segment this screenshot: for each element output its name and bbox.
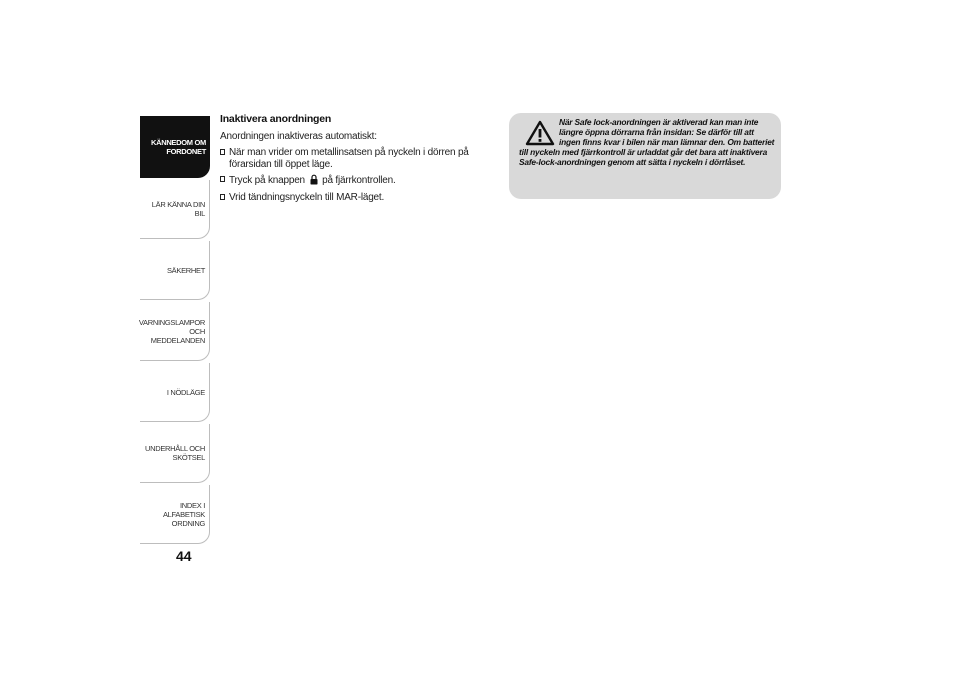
tab-label-line2: SKÖTSEL: [172, 453, 205, 462]
warning-text: När Safe lock-anordningen är aktiverad kan man inte längre öppna dörrarna från insidan: Se därför till att ingen finns kvar i bilen när man lämnar den. Om batteriet till nyckeln med fjärrkontroll är urladdat går det bara att inaktivera Safe-lock-anordningen genom att sätta i nyckeln i dörrlåset.: [519, 117, 775, 167]
checkbox-bullet-icon: [220, 176, 225, 182]
tab-label-line2: OCH MEDDELANDEN: [150, 326, 205, 345]
list-item-text-after: på fjärrkontrollen.: [322, 175, 396, 186]
tab-kannedom-om-fordonet[interactable]: [140, 116, 210, 178]
tab-label-line1: KÄNNEDOM OM: [150, 138, 206, 147]
warning-text-block: [519, 117, 777, 167]
checkbox-bullet-icon: [220, 149, 225, 155]
section-content: [220, 113, 495, 207]
tab-underhall-och-skotsel[interactable]: [140, 424, 210, 483]
list-item: [220, 192, 495, 204]
tab-label-line1: LÄR KÄNNA DIN BIL: [151, 200, 205, 218]
tab-label-line2: ORDNING: [171, 518, 205, 528]
warning-box: [509, 113, 781, 199]
tab-varningslampor[interactable]: [140, 302, 210, 361]
section-heading: Inaktivera anordningen: [220, 113, 332, 125]
list-item-text: När man vrider om metallinsatsen på nyckeln i dörren på förarsidan till öppet läge.: [229, 147, 469, 170]
tab-label-line2: FORDONET: [166, 147, 206, 156]
tab-i-nodlage[interactable]: [140, 363, 210, 422]
list-item: [220, 147, 495, 171]
page-number: 44: [176, 548, 192, 564]
tab-sakerhet[interactable]: [140, 241, 210, 300]
list-item-text-before: Tryck på knappen: [229, 175, 305, 186]
tab-label-line1: UNDERHÅLL OCH: [144, 444, 205, 453]
list-item: [220, 174, 495, 189]
section-intro: Anordningen inaktiveras automatiskt:: [220, 131, 377, 142]
list-item-text: Vrid tändningsnyckeln till MAR-läget.: [229, 192, 385, 203]
tab-label-line1: I NÖDLÄGE: [166, 387, 205, 397]
tab-label-line1: INDEX I ALFABETISK: [162, 500, 205, 519]
tab-index[interactable]: [140, 485, 210, 544]
padlock-icon: [310, 174, 318, 189]
tab-lar-kanna-din-bil[interactable]: [140, 180, 210, 239]
tab-label-line1: SÄKERHET: [166, 265, 205, 275]
tab-label-line1: VARNINGSLAMPOR: [138, 317, 205, 327]
checkbox-bullet-icon: [220, 194, 225, 200]
chapter-tabs: [140, 116, 210, 546]
